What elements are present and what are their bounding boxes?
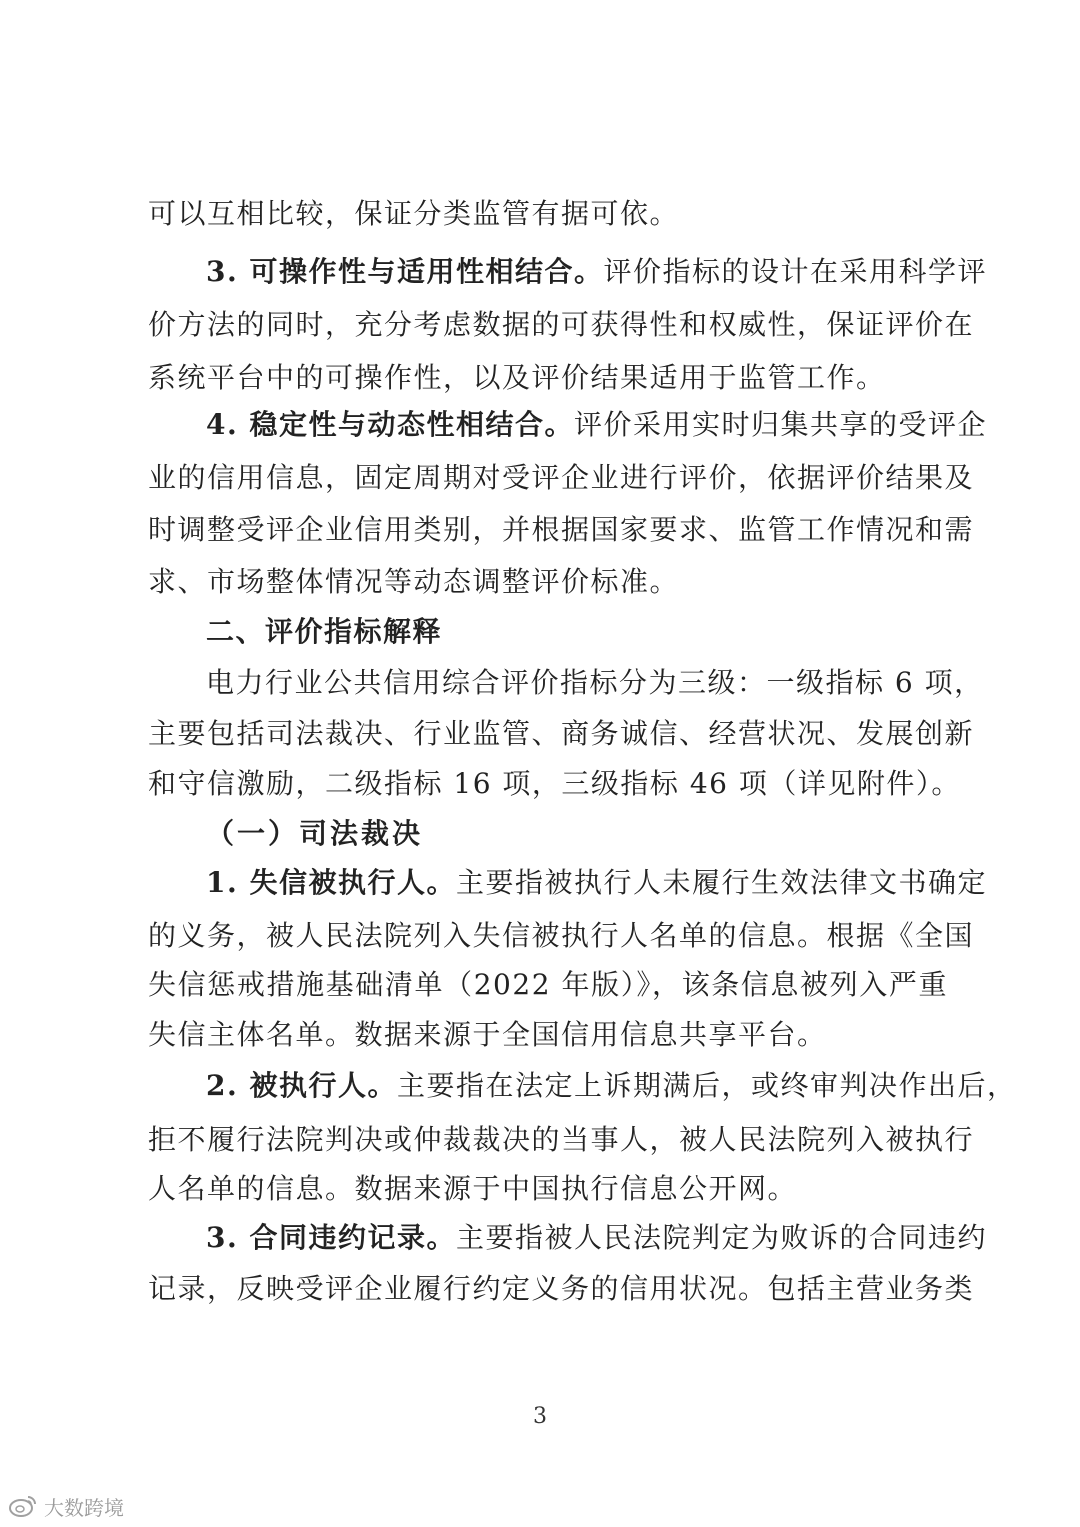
text-line: 和守信激励，二级指标 16 项，三级指标 46 项（详见附件）。: [148, 767, 961, 800]
principle-3-line: 3. 可操作性与适用性相结合。评价指标的设计在采用科学评: [206, 255, 987, 288]
text-line: 电力行业公共信用综合评价指标分为三级：一级指标 6 项，: [206, 666, 984, 699]
principle-3-title: 3. 可操作性与适用性相结合。: [206, 255, 604, 288]
text-line: 系统平台中的可操作性，以及评价结果适用于监管工作。: [148, 361, 886, 394]
text-line: 可以互相比较，保证分类监管有据可依。: [148, 197, 680, 230]
weibo-icon: [8, 1494, 38, 1518]
text-line: 价方法的同时，充分考虑数据的可获得性和权威性，保证评价在: [148, 308, 975, 341]
text-line: 记录，反映受评企业履行约定义务的信用状况。包括主营业务类: [148, 1272, 975, 1305]
principle-4-line: 4. 稳定性与动态性相结合。评价采用实时归集共享的受评企: [206, 408, 987, 441]
item-2-title: 2. 被执行人。: [206, 1069, 397, 1102]
item-3-title: 3. 合同违约记录。: [206, 1221, 456, 1254]
text-line: 业的信用信息，固定周期对受评企业进行评价，依据评价结果及: [148, 461, 975, 494]
item-1-title: 1. 失信被执行人。: [206, 866, 456, 899]
section-heading: 二、评价指标解释: [206, 615, 443, 648]
watermark: [8, 1491, 124, 1521]
page-number: 3: [533, 1404, 547, 1429]
item-2-line: 2. 被执行人。主要指在法定上诉期满后，或终审判决作出后，: [206, 1069, 1017, 1102]
text-line: 求、市场整体情况等动态调整评价标准。: [148, 565, 680, 598]
text-line: 的义务，被人民法院列入失信被执行人名单的信息。根据《全国: [148, 919, 975, 952]
item-1-line: 1. 失信被执行人。主要指被执行人未履行生效法律文书确定: [206, 866, 987, 899]
text-line: 失信惩戒措施基础清单（2022 年版）》，该条信息被列入严重: [148, 968, 948, 1001]
text-line: 时调整受评企业信用类别，并根据国家要求、监管工作情况和需: [148, 513, 975, 546]
item-3-line: 3. 合同违约记录。主要指被人民法院判定为败诉的合同违约: [206, 1221, 987, 1254]
text-line: 人名单的信息。数据来源于中国执行信息公开网。: [148, 1172, 798, 1205]
principle-4-title: 4. 稳定性与动态性相结合。: [206, 408, 574, 441]
text-line: 主要包括司法裁决、行业监管、商务诚信、经营状况、发展创新: [148, 717, 975, 750]
text-line: 拒不履行法院判决或仲裁裁决的当事人，被人民法院列入被执行: [148, 1123, 975, 1156]
watermark-text: 大数跨境: [44, 1495, 124, 1520]
text-line: 失信主体名单。数据来源于全国信用信息共享平台。: [148, 1018, 827, 1051]
subsection-heading: （一）司法裁决: [206, 817, 424, 850]
